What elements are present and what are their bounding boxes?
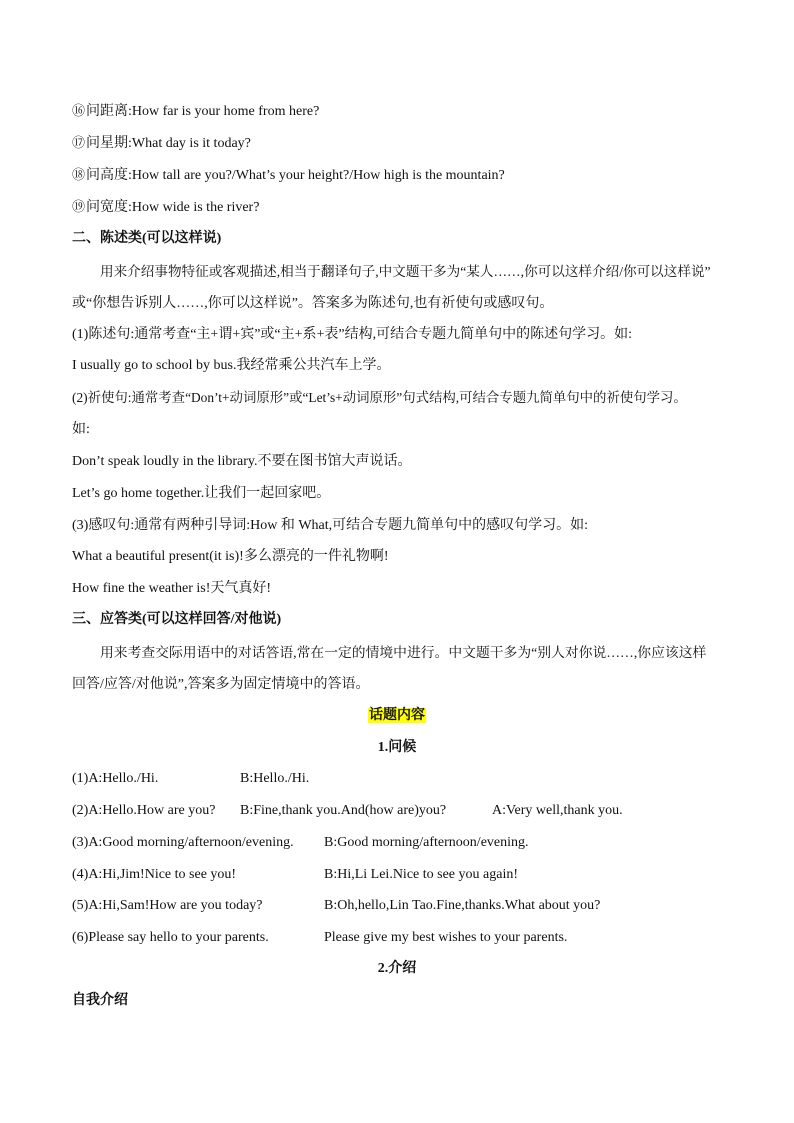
imperative-example-1: Don’t speak loudly in the library.不要在图书馆大声说话。	[72, 454, 412, 469]
greeting-row-col-c: A:Very well,thank you.	[492, 803, 623, 818]
item-distance	[72, 101, 732, 122]
section2-paragraph-line1: 用来介绍事物特征或客观描述,相当于翻译句子,中文题干多为“某人……,你可以这样介绍/你可以这样说”	[100, 264, 711, 279]
greeting-row-col-a: (4)A:Hi,Jim!Nice to see you!	[72, 867, 237, 882]
greeting-row-col-a: (2)A:Hello.How are you?	[72, 803, 216, 818]
greeting-row-col-b: Please give my best wishes to your parents.	[324, 930, 568, 945]
greeting-row-col-b: B:Fine,thank you.And(how are)you?	[240, 803, 447, 818]
exclamatory-sentence-rule: (3)感叹句:通常有两种引导词:How 和 What,可结合专题九简单句中的感叹句学习。如:	[72, 518, 589, 533]
imperative-sentence-rule-line1: (2)祈使句:通常考查“Don’t+动词原形”或“Let’s+动词原形”句式结构,可结合专题九简单句中的祈使句学习。	[72, 390, 687, 405]
declarative-sentence-rule: (1)陈述句:通常考查“主+谓+宾”或“主+系+表”结构,可结合专题九简单句中的陈述句学习。如:	[72, 327, 633, 342]
item-number: ⑯	[72, 103, 86, 118]
section3-heading: 三、应答类(可以这样回答/对他说)	[72, 612, 282, 627]
greeting-row-col-a: (3)A:Good morning/afternoon/evening.	[72, 835, 294, 850]
greeting-row-col-b: B:Hi,Li Lei.Nice to see you again!	[324, 867, 518, 882]
imperative-example-2: Let’s go home together.让我们一起回家吧。	[72, 486, 331, 501]
section3-paragraph-line1: 用来考查交际用语中的对话答语,常在一定的情境中进行。中文题干多为“别人对你说……,你应该这样	[100, 645, 707, 660]
item-text: 问星期:What day is it today?	[86, 136, 251, 151]
introduction-title: 2.介绍	[377, 961, 417, 976]
item-height	[72, 165, 732, 186]
item-number: ⑰	[72, 135, 86, 150]
greeting-title: 1.问候	[377, 740, 417, 755]
self-introduction-subheading: 自我介绍	[72, 993, 128, 1008]
greeting-row-col-a: (5)A:Hi,Sam!How are you today?	[72, 898, 263, 913]
item-text: 问高度:How tall are you?/What’s your height?/How high is the mountain?	[86, 168, 505, 183]
greeting-row-col-a: (1)A:Hello./Hi.	[72, 771, 159, 786]
greeting-row-col-b: B:Oh,hello,Lin Tao.Fine,thanks.What about you?	[324, 898, 601, 913]
greeting-row-col-b: B:Good morning/afternoon/evening.	[324, 835, 529, 850]
greeting-row-col-a: (6)Please say hello to your parents.	[72, 930, 269, 945]
item-number: ⑲	[72, 199, 86, 214]
item-text: 问宽度:How wide is the river?	[86, 200, 260, 215]
greeting-row-col-b: B:Hello./Hi.	[240, 771, 310, 786]
exclamatory-example-2: How fine the weather is!天气真好!	[72, 581, 272, 596]
item-number: ⑱	[72, 167, 86, 182]
item-text: 问距离:How far is your home from here?	[86, 104, 320, 119]
topic-content-highlight: 话题内容	[369, 708, 425, 723]
topic-content-label	[0, 706, 794, 726]
item-weekday	[72, 133, 732, 154]
item-width	[72, 197, 732, 218]
section3-paragraph-line2: 回答/应答/对他说”,答案多为固定情境中的答语。	[72, 677, 370, 692]
declarative-example: I usually go to school by bus.我经常乘公共汽车上学。	[72, 358, 391, 373]
imperative-sentence-rule-line2: 如:	[72, 422, 90, 437]
exclamatory-example-1: What a beautiful present(it is)!多么漂亮的一件礼物啊!	[72, 549, 389, 564]
section2-paragraph-line2: 或“你想告诉别人……,你可以这样说”。答案多为陈述句,也有祈使句或感叹句。	[72, 296, 554, 311]
section2-heading: 二、陈述类(可以这样说)	[72, 231, 222, 246]
